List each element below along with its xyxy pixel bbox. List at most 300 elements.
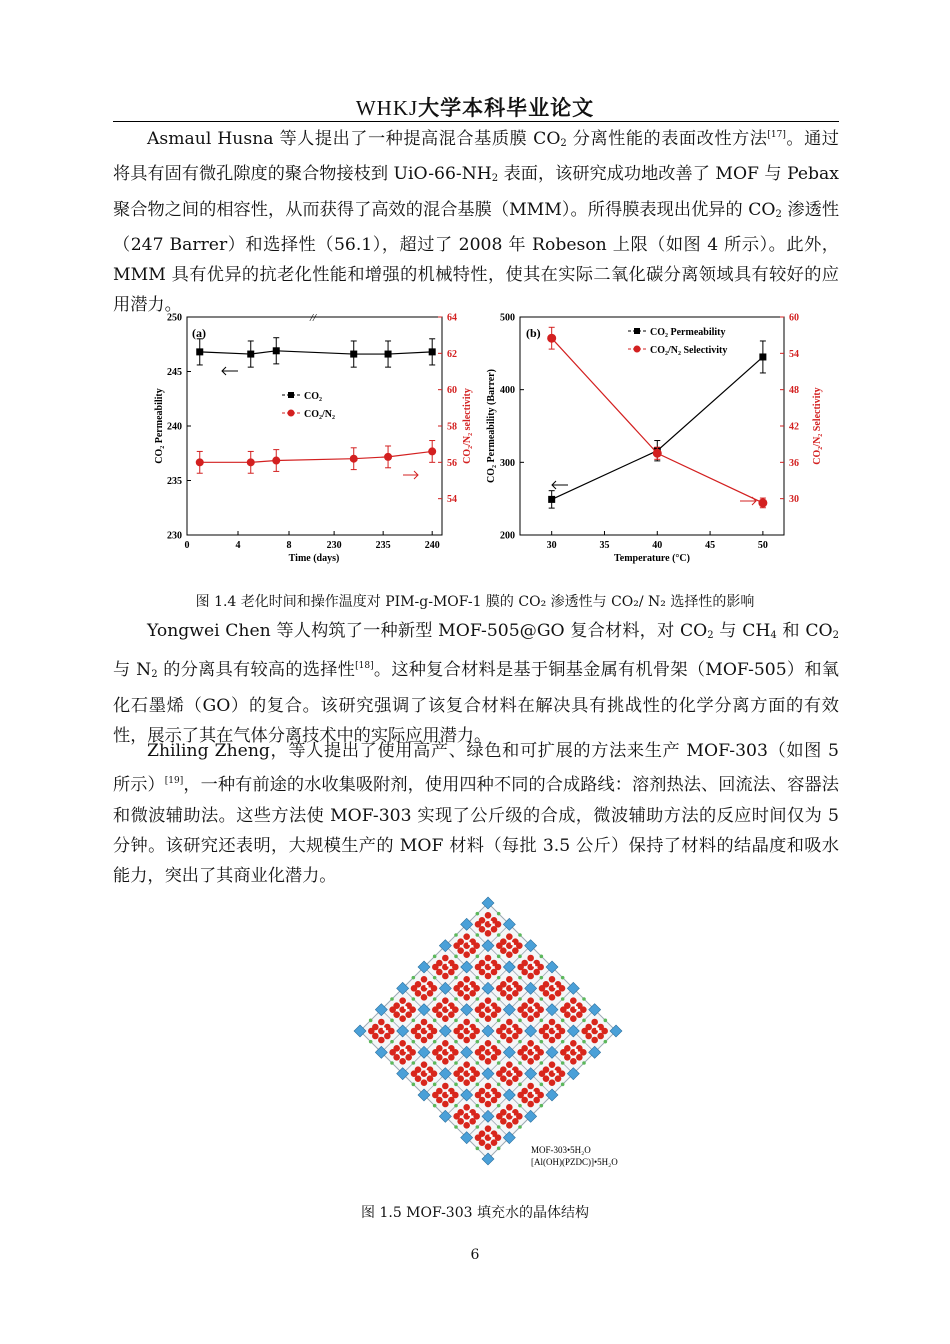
water-molecule — [495, 1006, 502, 1013]
water-molecule — [537, 1049, 544, 1056]
y-tick-label: 245 — [167, 367, 182, 378]
water-molecule — [453, 1113, 460, 1120]
data-point — [247, 351, 254, 358]
linker-atom — [390, 997, 394, 1001]
water-molecule — [549, 976, 556, 983]
hydrogen-atom — [489, 921, 492, 924]
structure-label-1: MOF-303•5H₂O — [531, 1145, 591, 1155]
x-tick-label: 230 — [326, 540, 342, 551]
data-point — [547, 334, 556, 343]
hydrogen-atom — [489, 1091, 492, 1094]
water-molecule — [549, 1019, 556, 1026]
water-molecule — [516, 942, 523, 949]
linker-atom — [433, 1040, 437, 1044]
water-molecule — [485, 1101, 492, 1108]
water-molecule — [463, 1061, 470, 1068]
linker-atom — [454, 933, 458, 937]
y2-tick-label: 36 — [789, 457, 799, 469]
linker-atom — [454, 1104, 458, 1108]
water-molecule — [463, 933, 470, 940]
citation: [17] — [767, 130, 786, 140]
x-tick-label: 8 — [286, 540, 292, 551]
water-molecule — [506, 951, 513, 958]
hydrogen-atom — [511, 1070, 514, 1073]
water-molecule — [506, 933, 513, 940]
linker-atom — [476, 1061, 480, 1065]
water-molecule — [506, 1104, 513, 1111]
water-molecule — [560, 1006, 567, 1013]
paragraph-2: Yongwei Chen 等人构筑了一种新型 MOF-505@GO 复合材料，对 $CO_2$ 与 $CH_4$ 和 $CO_2$ 与 $N_2$ 的分离具有较高的选择性[18]。这种复合材料是基于铜基金属有机骨架（MOF-505）和氧化石墨烯（GO）的复合。该研究强调了该复合材料在解决具有挑战性的化学分离方面的有效性，展示了其在气体分离技术中的实际应用潜力。 — [113, 621, 839, 746]
y-tick-label: 235 — [167, 476, 182, 487]
water-molecule — [463, 951, 470, 958]
svg-text:CO₂: CO₂ — [304, 391, 322, 402]
water-molecule — [463, 1079, 470, 1086]
hydrogen-atom — [404, 1006, 407, 1009]
linker-atom — [390, 1040, 394, 1044]
y2-tick-label: 42 — [789, 421, 799, 433]
linker-atom — [518, 933, 522, 937]
data-point — [548, 496, 555, 503]
linker-atom — [454, 1040, 458, 1044]
water-molecule — [539, 1028, 546, 1035]
series-line — [552, 357, 763, 499]
water-molecule — [485, 1083, 492, 1090]
hydrogen-atom — [532, 1049, 535, 1052]
water-molecule — [570, 997, 577, 1004]
linker-atom — [561, 1061, 565, 1065]
water-molecule — [485, 1058, 492, 1065]
figure-1-4 — [120, 305, 840, 577]
y-tick-label: 230 — [167, 530, 182, 542]
water-molecule — [442, 1015, 449, 1022]
water-molecule — [399, 1040, 406, 1047]
water-molecule — [581, 1028, 588, 1035]
linker-atom — [476, 997, 480, 1001]
linker-atom — [561, 997, 565, 1001]
water-molecule — [421, 1019, 428, 1026]
water-molecule — [527, 955, 534, 962]
linker-atom — [561, 1019, 565, 1023]
linker-atom — [518, 1104, 522, 1108]
linker-atom — [433, 976, 437, 980]
header-latin: WHKJ — [355, 96, 419, 120]
water-molecule — [485, 912, 492, 919]
linker-atom — [497, 1040, 501, 1044]
water-molecule — [368, 1028, 375, 1035]
water-molecule — [432, 1006, 439, 1013]
x-tick-label: 45 — [705, 540, 716, 551]
water-molecule — [495, 1134, 502, 1141]
data-point — [384, 453, 392, 461]
linker-atom — [433, 1083, 437, 1087]
y-tick-label: 300 — [500, 457, 515, 469]
water-molecule — [473, 942, 480, 949]
water-molecule — [559, 1070, 566, 1077]
water-molecule — [475, 921, 482, 928]
linker-atom — [497, 1083, 501, 1087]
linker-atom — [497, 912, 501, 916]
linker-atom — [454, 997, 458, 1001]
linker-atom — [476, 976, 480, 980]
x-tick-label: 0 — [184, 540, 190, 551]
linker-atom — [518, 955, 522, 959]
water-molecule — [496, 1070, 503, 1077]
y2-tick-label: 48 — [789, 385, 799, 397]
linker-atom — [454, 976, 458, 980]
water-molecule — [527, 1101, 534, 1108]
hydrogen-atom — [511, 1027, 514, 1030]
water-molecule — [580, 1006, 587, 1013]
water-molecule — [495, 1092, 502, 1099]
hydrogen-atom — [575, 1006, 578, 1009]
structure-label-2: [Al(OH)(PZDC)]•5H₂O — [531, 1157, 618, 1167]
water-molecule — [421, 1061, 428, 1068]
hydrogen-atom — [447, 1049, 450, 1052]
linker-atom — [518, 976, 522, 980]
linker-atom — [476, 912, 480, 916]
data-point — [653, 449, 662, 458]
y-tick-label: 240 — [167, 421, 182, 433]
water-molecule — [473, 1070, 480, 1077]
water-molecule — [539, 1070, 546, 1077]
water-molecule — [485, 997, 492, 1004]
water-molecule — [411, 985, 418, 992]
data-point — [273, 347, 280, 354]
y-tick-label: 500 — [500, 312, 515, 324]
water-molecule — [485, 973, 492, 980]
linker-atom — [518, 1040, 522, 1044]
water-molecule — [432, 1092, 439, 1099]
water-molecule — [442, 1101, 449, 1108]
hydrogen-atom — [468, 1027, 471, 1030]
x-tick-label: 4 — [235, 540, 241, 551]
linker-atom — [476, 1125, 480, 1129]
water-molecule — [601, 1028, 608, 1035]
data-point — [428, 447, 436, 455]
linker-atom — [561, 976, 565, 980]
water-molecule — [537, 964, 544, 971]
data-point — [196, 458, 204, 466]
water-molecule — [506, 994, 513, 1001]
hydrogen-atom — [553, 985, 556, 988]
water-molecule — [378, 1037, 385, 1044]
linker-atom — [518, 1061, 522, 1065]
water-molecule — [453, 942, 460, 949]
water-molecule — [495, 964, 502, 971]
water-molecule — [389, 1006, 396, 1013]
water-molecule — [496, 1113, 503, 1120]
series-line — [200, 351, 432, 354]
linker-atom — [476, 955, 480, 959]
water-molecule — [537, 1006, 544, 1013]
hydrogen-atom — [489, 1006, 492, 1009]
svg-text:CO₂/N₂: CO₂/N₂ — [304, 409, 335, 420]
arrow-left-b — [552, 481, 568, 489]
water-molecule — [409, 1006, 416, 1013]
linker-atom — [476, 933, 480, 937]
linker-atom — [433, 1104, 437, 1108]
arrow-right — [403, 471, 418, 479]
water-molecule — [442, 1058, 449, 1065]
linker-atom — [540, 1040, 544, 1044]
y2-tick-label: 60 — [789, 312, 799, 324]
water-molecule — [388, 1028, 395, 1035]
hydrogen-atom — [447, 1091, 450, 1094]
water-molecule — [496, 1028, 503, 1035]
x-tick-label: 50 — [757, 540, 768, 551]
hydrogen-atom — [468, 1113, 471, 1116]
data-point — [350, 351, 357, 358]
water-molecule — [421, 976, 428, 983]
water-molecule — [527, 1058, 534, 1065]
linker-atom — [454, 955, 458, 959]
linker-atom — [540, 1083, 544, 1087]
water-molecule — [473, 1113, 480, 1120]
water-molecule — [463, 994, 470, 1001]
water-molecule — [399, 997, 406, 1004]
water-molecule — [473, 1028, 480, 1035]
linker-atom — [476, 1083, 480, 1087]
y2-tick-label: 64 — [447, 312, 457, 324]
water-molecule — [591, 1037, 598, 1044]
water-molecule — [442, 1083, 449, 1090]
svg-text:CO₂/N₂ Selectivity: CO₂/N₂ Selectivity — [650, 345, 728, 356]
chart-panel-a — [154, 312, 473, 564]
water-molecule — [527, 1083, 534, 1090]
water-molecule — [452, 1006, 459, 1013]
hydrogen-atom — [489, 1049, 492, 1052]
linker-atom — [476, 1147, 480, 1151]
water-molecule — [452, 1092, 459, 1099]
y-tick-label: 400 — [500, 385, 515, 397]
citation: [18] — [355, 661, 374, 672]
water-molecule — [442, 955, 449, 962]
water-molecule — [516, 1028, 523, 1035]
water-molecule — [453, 1028, 460, 1035]
y2-tick-label: 54 — [447, 494, 457, 506]
linker-atom — [412, 1083, 416, 1087]
water-molecule — [485, 1040, 492, 1047]
x-axis-label-a: Time (days) — [288, 553, 340, 564]
linker-atom — [497, 955, 501, 959]
y-tick-label: 250 — [167, 312, 182, 324]
water-molecule — [378, 1019, 385, 1026]
water-molecule — [516, 1113, 523, 1120]
linker-atom — [497, 1104, 501, 1108]
linker-atom — [518, 1019, 522, 1023]
y2-tick-label: 58 — [447, 421, 457, 433]
water-molecule — [506, 976, 513, 983]
paragraph-3: Zhiling Zheng，等人提出了使用高产、绿色和可扩展的方法来生产 MOF-303（如图 5 所示）[19]，一种有前途的水收集吸附剂，使用四种不同的合成路线：溶剂热法、回流法、容器法和微波辅助法。这些方法使 MOF-303 实现了公斤级的合成，微波辅助方法的反应时间仅为 5 分钟。该研究还表明，大规模生产的 MOF 材料（每批 3.5 公斤）保持了材料的结晶度和吸水能力，突出了其商业化潜力。 — [113, 741, 839, 887]
water-molecule — [463, 1037, 470, 1044]
arrow-right-b — [740, 497, 756, 505]
water-molecule — [539, 985, 546, 992]
hydrogen-atom — [532, 1091, 535, 1094]
water-molecule — [485, 1125, 492, 1132]
linker-atom — [497, 976, 501, 980]
water-molecule — [463, 1104, 470, 1111]
linker-atom — [412, 997, 416, 1001]
water-molecule — [485, 1143, 492, 1150]
data-point — [350, 455, 358, 463]
water-molecule — [517, 1092, 524, 1099]
linker-atom — [540, 1104, 544, 1108]
water-molecule — [485, 955, 492, 962]
water-molecule — [591, 1019, 598, 1026]
hydrogen-atom — [489, 963, 492, 966]
water-molecule — [506, 1079, 513, 1086]
y2-tick-label: 62 — [447, 348, 457, 360]
hydrogen-atom — [447, 963, 450, 966]
y2-tick-label: 54 — [789, 348, 799, 360]
water-molecule — [527, 997, 534, 1004]
hydrogen-atom — [468, 1070, 471, 1073]
data-point — [272, 457, 280, 465]
x-tick-label: 30 — [546, 540, 557, 551]
hydrogen-atom — [447, 1006, 450, 1009]
linker-atom — [412, 976, 416, 980]
linker-atom — [369, 1040, 373, 1044]
water-molecule — [560, 1049, 567, 1056]
water-molecule — [452, 1049, 459, 1056]
water-molecule — [453, 985, 460, 992]
water-molecule — [527, 1040, 534, 1047]
linker-atom — [454, 1019, 458, 1023]
water-molecule — [463, 976, 470, 983]
water-molecule — [399, 1058, 406, 1065]
linker-atom — [476, 1019, 480, 1023]
water-molecule — [549, 1079, 556, 1086]
water-molecule — [473, 985, 480, 992]
y-tick-label: 200 — [500, 530, 515, 542]
water-molecule — [580, 1049, 587, 1056]
water-molecule — [399, 1015, 406, 1022]
water-molecule — [516, 1070, 523, 1077]
data-point — [385, 351, 392, 358]
water-molecule — [496, 985, 503, 992]
water-molecule — [432, 1049, 439, 1056]
hydrogen-atom — [489, 1134, 492, 1137]
linker-atom — [540, 1019, 544, 1023]
data-point — [759, 353, 766, 360]
linker-atom — [604, 1019, 608, 1023]
linker-atom — [454, 1125, 458, 1129]
linker-atom — [540, 976, 544, 980]
linker-atom — [454, 1061, 458, 1065]
water-molecule — [570, 1058, 577, 1065]
crystal-lattice-image — [354, 897, 622, 1165]
data-point — [758, 498, 767, 507]
water-molecule — [537, 1092, 544, 1099]
linker-atom — [604, 1040, 608, 1044]
water-molecule — [549, 1037, 556, 1044]
linker-atom — [497, 1125, 501, 1129]
water-molecule — [475, 1092, 482, 1099]
water-molecule — [421, 1037, 428, 1044]
water-molecule — [506, 1061, 513, 1068]
water-molecule — [421, 994, 428, 1001]
water-molecule — [496, 942, 503, 949]
chart-panel-b — [486, 313, 823, 565]
linker-atom — [390, 1061, 394, 1065]
panel-label-a: (a) — [192, 326, 206, 340]
linker-atom — [497, 997, 501, 1001]
x-axis-label-b: Temperature (°C) — [614, 553, 690, 564]
series-line — [200, 451, 432, 462]
linker-atom — [476, 1104, 480, 1108]
header-title: 大学本科毕业论文 — [418, 96, 595, 120]
linker-atom — [582, 1061, 586, 1065]
y-axis-label-b: CO₂ Permeability (Barrer) — [486, 369, 497, 483]
linker-atom — [476, 1040, 480, 1044]
linker-atom — [497, 1147, 501, 1151]
linker-atom — [497, 1019, 501, 1023]
linker-atom — [497, 1061, 501, 1065]
water-molecule — [411, 1028, 418, 1035]
linker-atom — [390, 1019, 394, 1023]
linker-atom — [369, 1019, 373, 1023]
water-molecule — [527, 973, 534, 980]
water-molecule — [506, 1019, 513, 1026]
water-molecule — [517, 964, 524, 971]
hydrogen-atom — [511, 985, 514, 988]
hydrogen-atom — [575, 1049, 578, 1052]
data-point — [429, 348, 436, 355]
y2-axis-label-b: CO₂/N₂ Selectivity — [812, 387, 823, 465]
water-molecule — [432, 964, 439, 971]
y2-tick-label: 60 — [447, 385, 457, 397]
water-molecule — [475, 1006, 482, 1013]
water-molecule — [411, 1070, 418, 1077]
linker-atom — [433, 955, 437, 959]
hydrogen-atom — [532, 963, 535, 966]
water-molecule — [431, 1070, 438, 1077]
axis-break: // — [310, 312, 317, 324]
water-molecule — [463, 1122, 470, 1129]
hydrogen-atom — [553, 1070, 556, 1073]
water-molecule — [431, 1028, 438, 1035]
hydrogen-atom — [425, 985, 428, 988]
hydrogen-atom — [404, 1049, 407, 1052]
water-molecule — [452, 964, 459, 971]
water-molecule — [475, 1134, 482, 1141]
linker-atom — [518, 997, 522, 1001]
linker-atom — [433, 1061, 437, 1065]
water-molecule — [527, 1015, 534, 1022]
linker-atom — [412, 1061, 416, 1065]
data-point — [196, 348, 203, 355]
water-molecule — [442, 997, 449, 1004]
linker-atom — [412, 1040, 416, 1044]
linker-atom — [497, 933, 501, 937]
linker-atom — [540, 997, 544, 1001]
hydrogen-atom — [511, 1113, 514, 1116]
water-molecule — [389, 1049, 396, 1056]
hydrogen-atom — [383, 1027, 386, 1030]
water-molecule — [517, 1049, 524, 1056]
hydrogen-atom — [553, 1027, 556, 1030]
page-number: 6 — [470, 1247, 480, 1263]
water-molecule — [570, 1015, 577, 1022]
figure-1-5-crystal-structure — [338, 893, 638, 1183]
water-molecule — [517, 1006, 524, 1013]
linker-atom — [582, 997, 586, 1001]
panel-label-b: (b) — [526, 326, 541, 340]
legend-a — [282, 391, 335, 420]
linker-atom — [561, 1040, 565, 1044]
water-molecule — [549, 994, 556, 1001]
water-molecule — [495, 1049, 502, 1056]
